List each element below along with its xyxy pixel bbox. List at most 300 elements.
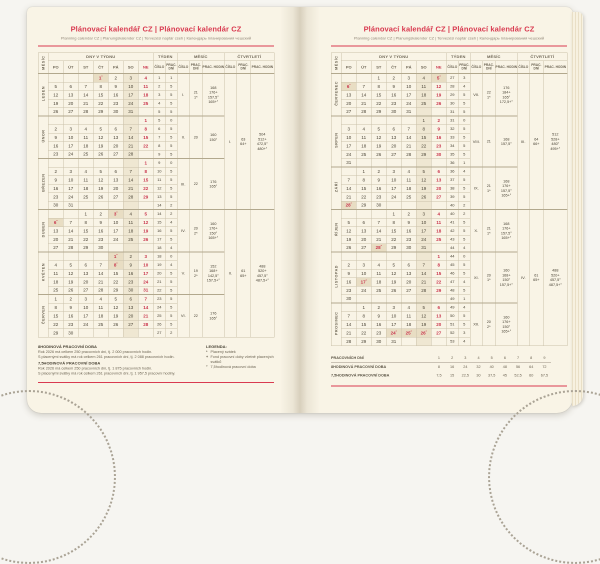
hours-value: 8: [437, 364, 441, 369]
month-column-header: MĚSÍC: [331, 53, 341, 74]
day-cell: 11: [93, 303, 108, 312]
day-cell: 19: [386, 278, 401, 287]
week-workdays-header: PRAC. DNÍ: [165, 61, 177, 74]
day-cell: 5: [93, 125, 108, 134]
day-cell: 11: [371, 269, 386, 278]
day-cell: 31: [123, 108, 138, 117]
day-cell: [138, 329, 153, 338]
day-cell: 16: [48, 184, 63, 193]
day-cell: 22: [356, 329, 371, 338]
day-cell: 2: [431, 116, 446, 125]
week-number-cell: 1: [153, 74, 165, 83]
day-cell: 7: [78, 82, 93, 91]
month-numeral-cell: III.: [177, 159, 189, 210]
day-cell: 1: [356, 303, 371, 312]
day-header-wed: ST: [371, 61, 386, 74]
day-cell: 28: [401, 150, 416, 159]
quarter-workdays-cell: 63 64+: [236, 74, 250, 210]
day-cell: 18: [123, 227, 138, 236]
summary-8h-line1: Rok 2026 má celkem 250 pracovních dní, tj. 2 000 pracovních hodin.: [38, 349, 153, 354]
day-cell: [371, 210, 386, 219]
day-cell: 4: [416, 74, 431, 83]
week-number-cell: 50: [446, 312, 458, 321]
week-number-cell: 31: [446, 116, 458, 125]
day-cell: 28: [356, 108, 371, 117]
week-workdays-cell: 5: [165, 286, 177, 295]
cumulative-hours-table: [331, 354, 551, 380]
day-cell: 20: [356, 235, 371, 244]
day-cell: 16: [93, 227, 108, 236]
day-cell: 21: [138, 312, 153, 321]
day-cell: 6: [63, 82, 78, 91]
day-cell: 4: [356, 125, 371, 134]
week-number-cell: 25: [153, 312, 165, 321]
day-cell: 1: [138, 159, 153, 168]
week-number-cell: 42: [446, 227, 458, 236]
day-cell: 4: [123, 210, 138, 219]
day-cell: 25: [431, 235, 446, 244]
week-workdays-cell: 5: [165, 278, 177, 287]
day-cell: 13: [78, 269, 93, 278]
day-cell: 21: [356, 99, 371, 108]
day-cell: 24: [386, 193, 401, 202]
week-workdays-cell: 5: [165, 193, 177, 202]
day-header-sat: SO: [123, 61, 138, 74]
week-workdays-cell: 4: [458, 244, 470, 253]
week-workdays-cell: 5: [165, 108, 177, 117]
day-cell: [78, 201, 93, 210]
day-cell: 1: [416, 116, 431, 125]
day-cell: 20: [431, 320, 446, 329]
day-cell: 25: [356, 150, 371, 159]
day-cell: 24: [78, 320, 93, 329]
day-cell: 19: [138, 227, 153, 236]
day-cell: 13: [48, 227, 63, 236]
stitch-decoration-left: [0, 390, 116, 564]
day-cell: 24: [401, 99, 416, 108]
day-cell: 4: [401, 303, 416, 312]
week-number-cell: 36: [446, 159, 458, 168]
day-cell: 29: [416, 150, 431, 159]
week-number-cell: 21: [153, 278, 165, 287]
day-cell: 3: [78, 295, 93, 304]
week-number-cell: 19: [153, 261, 165, 270]
day-cell: 3: [341, 125, 356, 134]
day-cell: [386, 295, 401, 304]
day-cell: 22: [356, 193, 371, 202]
week-number-cell: 27: [446, 74, 458, 83]
week-workdays-cell: 5: [458, 235, 470, 244]
week-number-cell: 30: [446, 99, 458, 108]
week-workdays-header: PRAC. DNÍ: [458, 61, 470, 74]
day-cell: 27: [123, 320, 138, 329]
week-number-cell: 52: [446, 329, 458, 338]
day-cell: 25: [416, 99, 431, 108]
day-cell: 10: [416, 218, 431, 227]
day-cell: [123, 244, 138, 253]
day-cell: 14: [123, 176, 138, 185]
day-cell: 30: [48, 201, 63, 210]
week-number-cell: 9: [153, 159, 165, 168]
day-cell: [63, 159, 78, 168]
week-number-cell: 41: [446, 218, 458, 227]
day-cell: [123, 201, 138, 210]
week-workdays-cell: 5: [165, 133, 177, 142]
calendar-table-h1: [38, 53, 275, 338]
day-cell: 16: [386, 91, 401, 100]
week-number-cell: 7: [153, 133, 165, 142]
day-cell: 15: [356, 184, 371, 193]
month-workhours-cell: 176 165°: [202, 159, 224, 210]
week-workdays-cell: 5: [165, 269, 177, 278]
week-workdays-cell: 5: [165, 167, 177, 176]
week-workdays-cell: 5: [458, 184, 470, 193]
day-cell: 4: [371, 261, 386, 270]
month-number-header: ČÍSLO: [177, 61, 189, 74]
day-cell: 14: [138, 303, 153, 312]
day-cell: 21: [123, 184, 138, 193]
day-cell: 18: [431, 227, 446, 236]
day-cell: 31: [386, 337, 401, 346]
month-workhours-cell: 160 150°: [202, 116, 224, 159]
day-cell: 7: [356, 82, 371, 91]
day-cell: 19: [63, 278, 78, 287]
month-workdays-cell: 20 2*: [189, 210, 202, 253]
page-title: Plánovací kalendář CZ | Plánovací kalendár CZ: [363, 25, 535, 34]
day-cell: 17: [341, 142, 356, 151]
day-cell: 26: [371, 150, 386, 159]
hours-value: 8: [525, 354, 538, 363]
day-cell: 8: [386, 218, 401, 227]
legend-item-fund: + Fond pracovní doby včetně placených svátků: [206, 354, 274, 364]
day-cell: 5: [108, 295, 123, 304]
week-number-cell: 5: [153, 116, 165, 125]
day-header-mon: PO: [48, 61, 63, 74]
day-cell: 22: [371, 99, 386, 108]
week-workdays-cell: 2: [165, 201, 177, 210]
day-cell: 2: [401, 210, 416, 219]
month-name: ÚNOR: [38, 116, 48, 159]
day-cell: 1: [431, 252, 446, 261]
day-cell: 2: [123, 252, 138, 261]
summary-75h-heading: 7,5HODINOVÁ PRACOVNÍ DOBA: [38, 360, 101, 366]
week-workdays-cell: 4: [165, 261, 177, 270]
day-cell: 25: [93, 320, 108, 329]
day-cell: 18: [371, 278, 386, 287]
week-number-cell: 4: [153, 99, 165, 108]
day-cell: 28*: [371, 244, 386, 253]
day-cell: 6: [401, 261, 416, 270]
day-cell: 8: [356, 176, 371, 185]
week-workdays-cell: 5: [458, 125, 470, 134]
day-cell: 14: [63, 227, 78, 236]
day-cell: 2: [48, 167, 63, 176]
day-cell: 8: [371, 82, 386, 91]
month-workhours-cell: 168 157,5°: [495, 116, 517, 167]
quarter-workhours-cell: 488 520+ 457,5° 487,5+°: [543, 210, 567, 346]
day-cell: 10: [401, 82, 416, 91]
day-cell: 6: [108, 167, 123, 176]
week-number-cell: 34: [446, 142, 458, 151]
month-workhours-cell: 152 168+ 142,5° 157,5+°: [202, 252, 224, 295]
day-cell: [401, 295, 416, 304]
week-workdays-cell: 5: [165, 320, 177, 329]
day-cell: 9: [371, 312, 386, 321]
hours-value: 6: [498, 354, 511, 363]
week-number-cell: 23: [153, 295, 165, 304]
quarter-workdays-header: PRAC. DNÍ: [236, 61, 250, 74]
day-cell: 12: [416, 312, 431, 321]
day-cell: 14: [78, 91, 93, 100]
day-cell: 3: [63, 167, 78, 176]
day-cell: 13: [386, 133, 401, 142]
day-cell: [48, 210, 63, 219]
day-cell: 14: [93, 269, 108, 278]
week-workdays-cell: 2: [458, 210, 470, 219]
day-cell: 31: [416, 244, 431, 253]
day-cell: [108, 329, 123, 338]
day-cell: 18: [48, 278, 63, 287]
stitch-decoration-right: [488, 390, 600, 564]
month-workdays-cell: 21 1*: [482, 210, 495, 253]
day-cell: 19: [93, 142, 108, 151]
week-number-cell: 44: [446, 244, 458, 253]
hours-value: 2: [446, 354, 459, 363]
week-number-cell: 13: [153, 193, 165, 202]
week-number-cell: 18: [153, 244, 165, 253]
week-number-header: ČÍSLO: [446, 61, 458, 74]
day-cell: [48, 74, 63, 83]
quarter-workhours-header: PRAC. HODIN: [543, 61, 567, 74]
day-cell: 17*: [356, 278, 371, 287]
week-workdays-cell: 5: [458, 218, 470, 227]
quarter-numeral-cell: III.: [517, 74, 529, 210]
day-cell: 10: [108, 218, 123, 227]
day-cell: [356, 295, 371, 304]
day-cell: 28: [138, 320, 153, 329]
month-numeral-cell: V.: [177, 252, 189, 295]
day-cell: 22: [78, 235, 93, 244]
month-workdays-cell: 21: [482, 116, 495, 167]
day-cell: 22: [386, 235, 401, 244]
week-number-cell: 3: [153, 91, 165, 100]
day-cell: 29: [356, 337, 371, 346]
week-workdays-cell: 5: [458, 150, 470, 159]
day-cell: 16: [431, 133, 446, 142]
legend-item-paid-holiday: * Placený svátek: [206, 349, 236, 354]
month-name: KVĚTEN: [38, 252, 48, 295]
month-column-header: MĚSÍC: [38, 53, 48, 74]
quarter-workhours-cell: 504 512+ 472,5° 480+°: [250, 74, 274, 210]
week-workdays-cell: 4: [458, 167, 470, 176]
day-cell: 19: [108, 312, 123, 321]
day-cell: 29: [386, 244, 401, 253]
week-workdays-cell: 0: [165, 252, 177, 261]
day-cell: 21: [341, 193, 356, 202]
day-cell: 15: [48, 312, 63, 321]
week-number-cell: 40: [446, 210, 458, 219]
day-cell: 7: [93, 261, 108, 270]
week-number-cell: 39: [446, 193, 458, 202]
day-cell: 19: [371, 142, 386, 151]
week-workdays-cell: 5: [458, 142, 470, 151]
day-cell: 28: [123, 150, 138, 159]
day-cell: 16: [63, 312, 78, 321]
week-number-cell: 49: [446, 303, 458, 312]
day-cell: 16: [371, 320, 386, 329]
day-cell: 1: [138, 116, 153, 125]
day-cell: 26*: [416, 329, 431, 338]
week-number-cell: 9: [153, 150, 165, 159]
day-cell: 18: [138, 91, 153, 100]
day-cell: 6: [386, 125, 401, 134]
week-workdays-cell: 5: [458, 91, 470, 100]
bottom-rule: [38, 382, 274, 383]
day-cell: 20: [108, 142, 123, 151]
month-name: ŘÍJEN: [331, 210, 341, 253]
hours-value: 30: [476, 372, 481, 378]
summary-8h-heading: 8HODINOVÁ PRACOVNÍ DOBA: [38, 344, 97, 349]
hours-value: 32: [476, 364, 481, 369]
month-numeral-cell: IX.: [470, 167, 482, 210]
week-group-header: TÝDEN: [153, 53, 177, 61]
day-cell: 27: [78, 286, 93, 295]
day-cell: 7: [416, 261, 431, 270]
day-cell: 15: [431, 269, 446, 278]
year-summary: [38, 344, 274, 376]
hours-value: 9: [538, 354, 551, 363]
day-header-mon: PO: [341, 61, 356, 74]
week-workdays-cell: 5: [458, 176, 470, 185]
day-cell: 30: [431, 150, 446, 159]
day-cell: [93, 252, 108, 261]
day-cell: 7: [138, 295, 153, 304]
day-cell: 5: [416, 167, 431, 176]
year-summary-text: [38, 344, 188, 376]
day-cell: [431, 201, 446, 210]
day-cell: 22: [431, 278, 446, 287]
day-cell: 4: [93, 295, 108, 304]
day-cell: 9: [48, 176, 63, 185]
week-workdays-cell: 1: [458, 159, 470, 168]
day-cell: 11: [401, 312, 416, 321]
month-name: ZÁŘÍ: [331, 167, 341, 210]
day-cell: 31: [138, 286, 153, 295]
day-cell: 26: [108, 320, 123, 329]
day-cell: 23: [341, 286, 356, 295]
hours-value: 7: [511, 354, 524, 363]
day-cell: [138, 108, 153, 117]
day-cell: 8: [356, 312, 371, 321]
day-cell: 5*: [431, 74, 446, 83]
day-cell: 10: [341, 133, 356, 142]
day-cell: 22: [138, 142, 153, 151]
day-cell: 9: [48, 133, 63, 142]
week-number-cell: 45: [446, 261, 458, 270]
day-cell: 23: [371, 193, 386, 202]
day-cell: 12: [371, 133, 386, 142]
day-cell: 20: [108, 184, 123, 193]
day-cell: 9: [386, 82, 401, 91]
week-row: [331, 74, 567, 83]
day-cell: 5: [386, 261, 401, 270]
hours-value: 40: [489, 364, 494, 369]
day-cell: 12: [138, 218, 153, 227]
week-workdays-cell: 3: [458, 329, 470, 338]
day-cell: 15: [108, 269, 123, 278]
month-workhours-cell: 168 176+ 157,5° 165+°: [495, 167, 517, 210]
day-cell: 7: [123, 167, 138, 176]
day-cell: 25: [401, 193, 416, 202]
quarter-workdays-cell: 61 65+: [529, 210, 543, 346]
day-cell: 28: [78, 108, 93, 117]
day-cell: 18: [78, 184, 93, 193]
day-cell: 6: [108, 125, 123, 134]
week-workdays-cell: 5: [458, 269, 470, 278]
day-cell: 1*: [108, 252, 123, 261]
week-workdays-cell: 1: [458, 295, 470, 304]
month-numeral-cell: XII.: [470, 303, 482, 346]
hours-value: 24: [463, 364, 468, 369]
top-rule: [38, 46, 274, 47]
day-cell: 23: [371, 329, 386, 338]
day-cell: 31: [401, 108, 416, 117]
legend-item-75h: ° 7,5hodinová pracovní doba: [206, 364, 256, 369]
day-cell: 24: [138, 278, 153, 287]
day-header-wed: ST: [78, 61, 93, 74]
day-cell: 24: [63, 193, 78, 202]
day-header-sun: NE: [431, 61, 446, 74]
day-cell: 23: [63, 320, 78, 329]
hours-row: [331, 371, 551, 380]
week-group-header: TÝDEN: [446, 53, 470, 61]
day-cell: [401, 337, 416, 346]
day-header-thu: ČT: [93, 61, 108, 74]
day-cell: 15: [93, 91, 108, 100]
day-cell: 25: [138, 99, 153, 108]
day-cell: 14: [341, 184, 356, 193]
day-cell: 29: [371, 108, 386, 117]
day-cell: 25: [78, 193, 93, 202]
day-cell: 17: [416, 227, 431, 236]
day-cell: 12: [63, 269, 78, 278]
day-cell: 27: [431, 329, 446, 338]
day-cell: [93, 116, 108, 125]
day-cell: 8: [93, 82, 108, 91]
day-cell: 27: [431, 193, 446, 202]
day-cell: [78, 329, 93, 338]
day-cell: 21: [371, 235, 386, 244]
hours-value: 22,5: [461, 372, 469, 378]
quarter-workdays-cell: 64 66+: [529, 74, 543, 210]
day-cell: 4: [138, 74, 153, 83]
week-workdays-cell: 5: [458, 193, 470, 202]
week-workdays-cell: 5: [458, 312, 470, 321]
day-cell: 18: [416, 91, 431, 100]
day-cell: 14: [356, 91, 371, 100]
day-cell: 23: [108, 99, 123, 108]
week-workdays-cell: 3: [458, 74, 470, 83]
day-cell: 29: [78, 244, 93, 253]
month-name: LISTOPAD: [331, 252, 341, 303]
week-row: [38, 210, 274, 219]
day-cell: 23: [48, 193, 63, 202]
day-cell: [356, 210, 371, 219]
week-number-cell: 10: [153, 167, 165, 176]
day-cell: [386, 116, 401, 125]
day-cell: 28*: [341, 201, 356, 210]
day-cell: 14: [341, 320, 356, 329]
